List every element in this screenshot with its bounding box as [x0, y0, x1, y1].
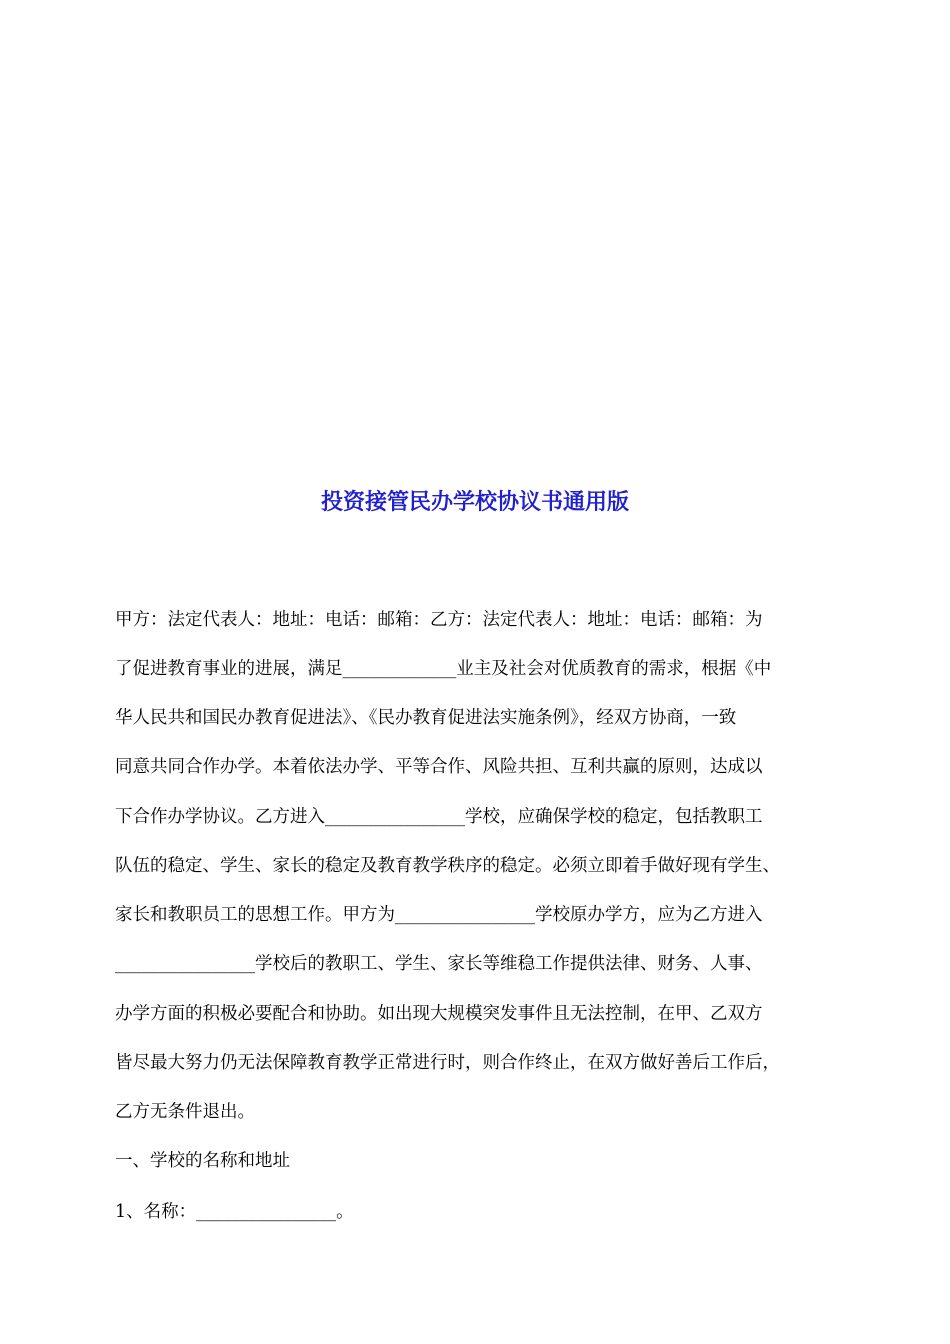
body-line-11: 乙方无条件退出。	[115, 1102, 255, 1122]
document-title: 投资接管民办学校协议书通用版	[320, 489, 629, 515]
body-line-2: 了促进教育事业的进展，满足_____________业主及社会对优质教育的需求，根据《中	[115, 659, 772, 679]
body-line-10: 皆尽最大努力仍无法保障教育教学正常进行时，则合作终止，在双方做好善后工作后，	[115, 1053, 780, 1073]
body-line-5: 下合作办学协议。乙方进入________________学校，应确保学校的稳定，包括教职工	[115, 807, 763, 827]
body-line-4: 同意共同合作办学。本着依法办学、平等合作、风险共担、互利共赢的原则，达成以	[115, 757, 763, 777]
body-line-7: 家长和教职员工的思想工作。甲方为________________学校原办学方，应为乙方进入	[115, 905, 763, 925]
body-line-1: 甲方：法定代表人：地址：电话：邮箱：乙方：法定代表人：地址：电话：邮箱：为	[115, 610, 763, 630]
body-line-6: 队伍的稳定、学生、家长的稳定及教育教学秩序的稳定。必须立即着手做好现有学生、	[115, 856, 780, 876]
section-heading-1: 一、学校的名称和地址	[115, 1151, 290, 1171]
body-line-9: 办学方面的积极必要配合和协助。如出现大规模突发事件且无法控制，在甲、乙双方	[115, 1004, 763, 1024]
body-line-8: ________________学校后的教职工、学生、家长等维稳工作提供法律、财务、人事、	[115, 954, 763, 974]
body-line-name: 1、名称：________________。	[115, 1202, 354, 1222]
body-line-3: 华人民共和国民办教育促进法》、《民办教育促进法实施条例》，经双方协商，一致	[115, 708, 737, 728]
